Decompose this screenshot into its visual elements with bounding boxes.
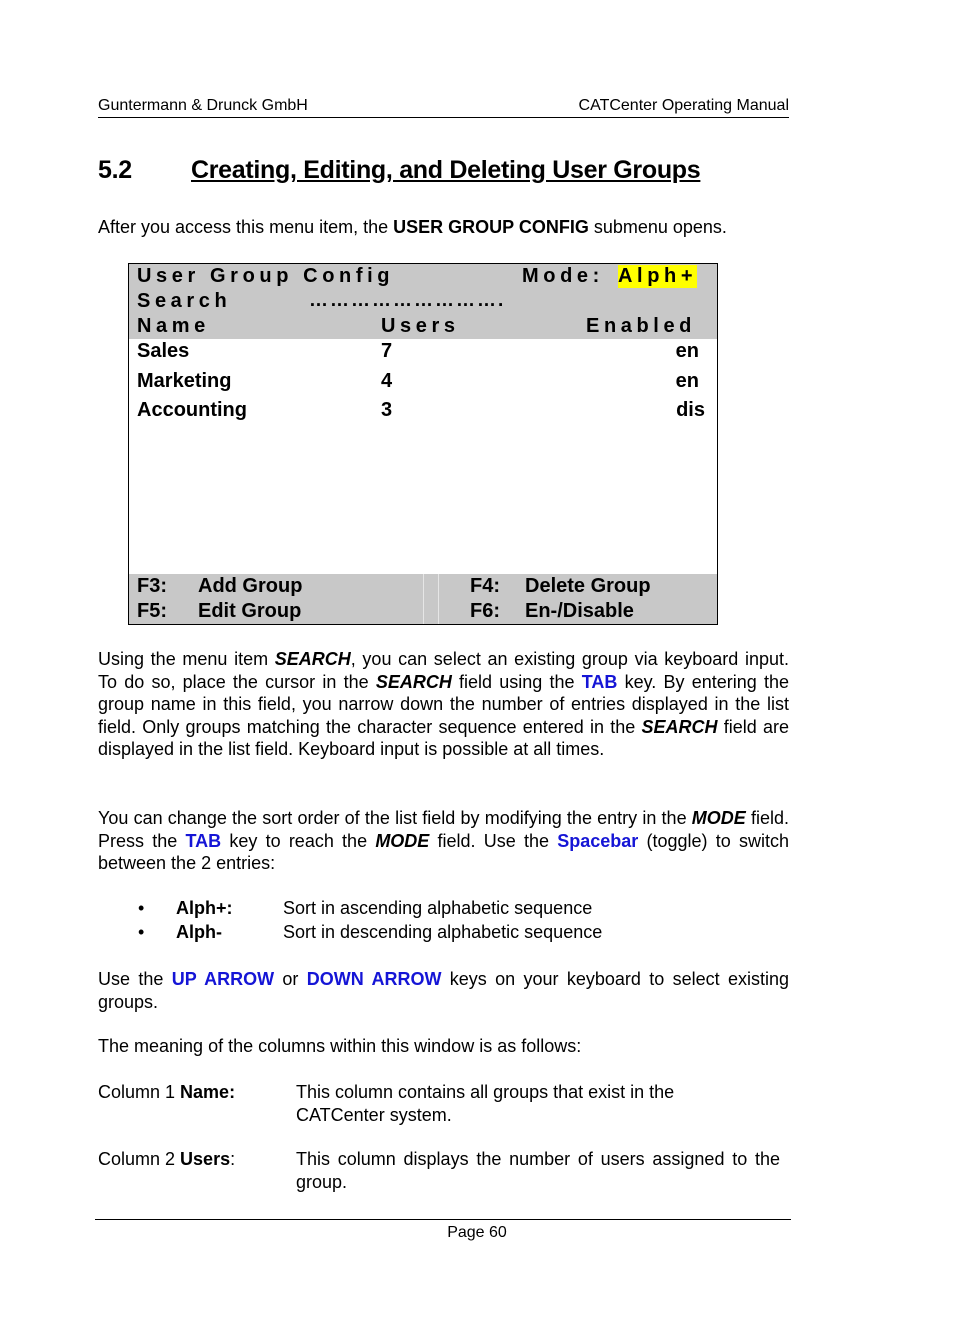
row-users: 4 [381,370,393,392]
footer-divider [95,1219,791,1220]
row-name: Sales [137,340,190,362]
user-group-config-screen: User Group Config Mode: Alph+ Search ………………………. Name Users Enabled Sales 7 en Marketing 4 en Accounting 3 dis F3: Add Group F4: Delete Group F5: Edit Group F6: En-/Disable [128,263,718,625]
mode-field[interactable]: Alph+ [618,265,698,287]
screen-title: User Group Config [137,265,395,287]
row-users: 3 [381,399,393,421]
mode-label: Mode: [522,265,604,287]
arrow-keys-paragraph: Use the UP ARROW or DOWN ARROW keys on your keyboard to select existing groups. [98,969,790,1012]
column-header-enabled: Enabled [586,315,696,337]
section-number: 5.2 [98,156,132,184]
search-field[interactable]: ………………………. [309,290,506,311]
row-name: Accounting [137,399,247,421]
mode-paragraph: You can change the sort order of the list field by modifying the entry in the MODE field. Press the TAB key to reach the MODE field. Use the Spacebar (toggle) to switch between the 2 entries: [98,808,790,874]
column-header-users: Users [381,315,460,337]
search-label: Search [137,290,232,312]
page-header [98,97,789,118]
section-title: Creating, Editing, and Deleting User Groups [191,156,701,184]
bullet-icon: • [138,898,145,918]
header-company: Guntermann & Drunck GmbH [98,97,308,114]
row-users: 7 [381,340,393,362]
row-enabled: en [675,370,699,392]
bullet-icon: • [138,922,145,942]
search-paragraph: Using the menu item SEARCH, you can select an existing group via keyboard input. To do so, place the cursor in the SEARCH field using the TAB key. By entering the group name in this field, you narrow down the number of entries displayed in the list field. Only groups matching the character sequence entered in the SEARCH field are displayed in the list field. Keyboard input is possible at all times. [98,649,790,760]
column-header-name: Name [137,315,210,337]
section-heading [98,156,700,185]
row-enabled: en [675,340,699,362]
columns-intro-paragraph: The meaning of the columns within this window is as follows: [98,1036,582,1056]
row-enabled: dis [676,399,705,421]
page-number: Page 60 [447,1224,507,1241]
header-manual-title: CATCenter Operating Manual [578,97,789,114]
row-name: Marketing [137,370,232,392]
intro-paragraph: After you access this menu item, the USER GROUP CONFIG submenu opens. [98,217,727,237]
function-key-divider [423,574,439,624]
